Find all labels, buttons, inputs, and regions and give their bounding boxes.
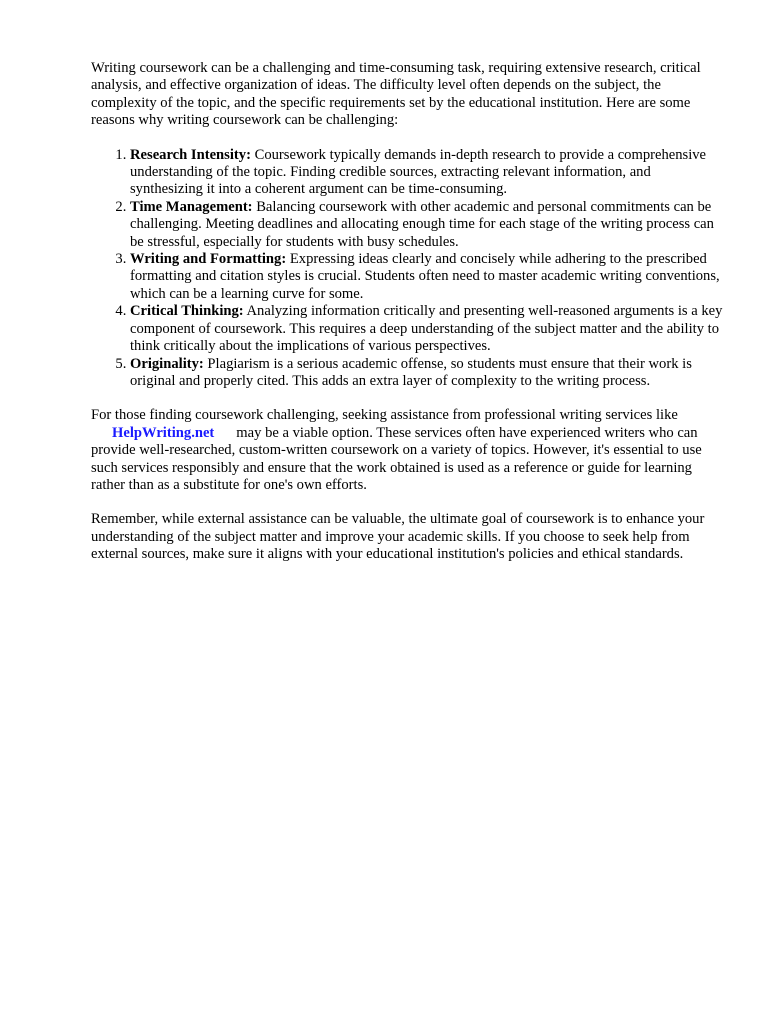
- list-item-text: Balancing coursework with other academic and personal commitments can be challenging. Meeting deadlines and allocating enough time for each stage of the writing process can be stressful, especially for students with busy schedules.: [130, 198, 714, 250]
- list-item-term: Critical Thinking:: [130, 303, 244, 320]
- list-item-text: Expressing ideas clearly and concisely while adhering to the prescribed formatting and citation styles is crucial. Students often need to master academic writing conventions, which can be a learning curve for some.: [130, 251, 720, 302]
- list-item-term: Originality:: [130, 355, 204, 372]
- list-item-critical-thinking: [130, 303, 723, 355]
- list-item-writing-formatting: [130, 251, 723, 303]
- list-item-term: Time Management:: [130, 198, 253, 215]
- assistance-text-before: For those finding coursework challenging, seeking assistance from professional writing services like: [91, 407, 678, 424]
- intro-paragraph: Writing coursework can be a challenging and time-consuming task, requiring extensive research, critical analysis, and effective organization of ideas. The difficulty level often depends on the subject, the complexity of the topic, and the specific requirements set by the educational institution. Here are some reasons why writing coursework can be challenging:: [91, 60, 701, 129]
- reasons-list: [91, 147, 723, 391]
- list-item-time-management: [130, 199, 723, 251]
- list-item-originality: [130, 356, 723, 391]
- list-item-term: Research Intensity:: [130, 146, 251, 163]
- list-item-text: Coursework typically demands in-depth research to provide a comprehensive understanding of the topic. Finding credible sources, extracting relevant information, and synthesizing it into a coherent argument can be time-consuming.: [130, 146, 707, 198]
- list-item-text: Plagiarism is a serious academic offense, so students must ensure that their work is original and properly cited. This adds an extra layer of complexity to the writing process.: [130, 355, 692, 389]
- list-item-research-intensity: [130, 147, 723, 199]
- closing-paragraph: Remember, while external assistance can be valuable, the ultimate goal of coursework is to enhance your understanding of the subject matter and improve your academic skills. If you choose to seek help from external sources, make sure it aligns with your educational institution's policies and ethical standards.: [91, 511, 705, 563]
- document-page: [91, 60, 723, 581]
- list-item-term: Writing and Formatting:: [130, 251, 287, 268]
- helpwriting-link[interactable]: HelpWriting.net: [112, 424, 215, 441]
- list-item-text: Analyzing information critically and presenting well-reasoned arguments is a key component of coursework. This requires a deep understanding of the subject matter and the ability to think critically about the implications of various perspectives.: [130, 303, 723, 355]
- assistance-text-after: may be a viable option. These services often have experienced writers who can provide well-researched, custom-written coursework on a variety of topics. However, it's essential to use such services responsibly and ensure that the work obtained is used as a reference or guide for learning rather than as a substitute for one's own efforts.: [91, 424, 702, 493]
- assistance-paragraph: [91, 407, 723, 494]
